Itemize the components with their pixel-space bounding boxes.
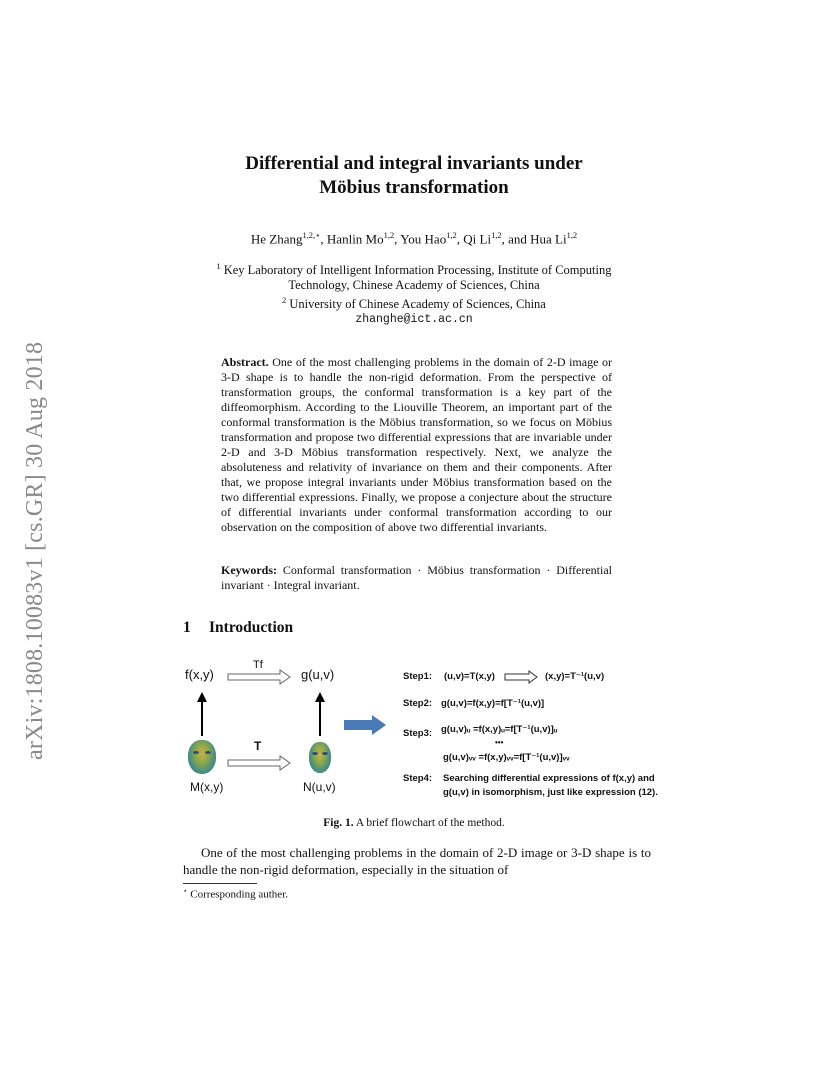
title-line-2: Möbius transformation	[319, 177, 509, 198]
affiliation-2-text: University of Chinese Academy of Sciences, China	[289, 297, 546, 312]
step4-line1: Searching differential expressions of f(x,y) and	[443, 773, 655, 784]
affiliation-1-sup: 1	[216, 262, 221, 271]
keywords-label: Keywords:	[221, 563, 277, 577]
author-name: Hanlin Mo	[326, 231, 384, 247]
step1-right: (x,y)=T⁻¹(u,v)	[545, 671, 605, 682]
author-affiliation-sup: 1,2	[383, 230, 395, 240]
t-hollow-arrow	[228, 756, 290, 770]
abstract-text: One of the most challenging problems in the domain of 2-D image or 3-D shape is to handle the non-rigid deformation. From the perspective of transformation groups, the conformal transformation is a key part of the diffeomorphism. According to the Liouville Theorem, an important part of the conformal transformation is the Möbius transformation, so we focus on Möbius transformation and propose two differential expressions that are invariable under 2-D and 3-D Möbius transformation respectively. Next, we analyze the absoluteness and relativity of invariance on them and their components. After that, we propose integral invariants under Möbius transformation based on the two differential expressions. Finally, we propose a conjecture about the structure of differential invariants under conformal transformation according to our observation on the composition of above two differential invariants.	[221, 355, 613, 534]
up-arrow-right	[315, 692, 325, 736]
author-name: and Hua Li	[508, 231, 567, 247]
step3-text: g(u,v)ᵤ =f(x,y)ᵤ=f[T⁻¹(u,v)]ᵤ	[441, 724, 558, 735]
step3-label: Step3:	[403, 728, 433, 739]
step2-text: g(u,v)=f(x,y)=f[T⁻¹(u,v)]	[441, 698, 545, 709]
footnote-mark: ⋆	[183, 887, 188, 895]
face-image-m	[188, 740, 216, 774]
author-affiliation-sup: 1,2,⋆	[302, 230, 321, 240]
affiliations	[0, 259, 828, 327]
keywords-text: Conformal transformation · Möbius transformation · Differential invariant · Integral invariant.	[221, 563, 613, 592]
section-number: 1	[183, 619, 191, 636]
f-xy-label: f(x,y)	[185, 667, 214, 682]
author-affiliation-sup: 1,2	[491, 230, 502, 240]
step4-line2: g(u,v) in isomorphism, just like expression (12).	[443, 787, 658, 798]
caption-label: Fig. 1.	[323, 817, 354, 829]
affiliation-1-text: Key Laboratory of Intelligent Information Processing, Institute of Computing	[223, 263, 612, 278]
m-xy-label: M(x,y)	[190, 780, 224, 794]
section-title: Introduction	[209, 619, 294, 636]
g-uv-label: g(u,v)	[301, 667, 335, 682]
tf-hollow-arrow	[228, 670, 290, 684]
step3b-text: g(u,v)ᵥᵥ =f(x,y)ᵥᵥ=f[T⁻¹(u,v)]ᵥᵥ	[443, 752, 570, 763]
author-name: Qi Li	[463, 231, 492, 247]
author-name: You Hao	[400, 231, 447, 247]
author-list: He Zhang$^{1,2,⋆}$, Hanlin Mo$^{1,2}$, You Hao$^{1,2}$, Qi Li$^{1,2}$, and Hua Li$^{1,2}$	[250, 230, 578, 247]
step2-label: Step2:	[403, 698, 433, 709]
n-uv-label: N(u,v)	[303, 780, 336, 794]
author-email[interactable]: zhanghe@ict.ac.cn	[355, 313, 473, 327]
t-label: T	[254, 739, 262, 753]
face-image-n	[309, 742, 331, 773]
abstract-label: Abstract.	[221, 355, 269, 369]
footnote-text: Corresponding auther.	[190, 888, 288, 901]
footnote	[183, 886, 288, 901]
step4-label: Step4:	[403, 773, 433, 784]
author-name: He Zhang	[250, 231, 303, 247]
paper-title	[0, 152, 828, 200]
caption-text: A brief flowchart of the method.	[355, 817, 505, 829]
step3-ellipsis: •••	[495, 738, 504, 747]
affiliation-2	[0, 293, 828, 312]
figure-1-flowchart	[0, 650, 828, 810]
up-arrow-left	[197, 692, 207, 736]
process-arrow	[344, 714, 388, 736]
author-affiliation-sup: 1,2	[566, 230, 578, 240]
arxiv-identifier: arXiv:1808.10083v1 [cs.GR] 30 Aug 2018	[22, 341, 48, 760]
tf-label: Tf	[253, 659, 263, 671]
affiliation-1-line-1	[0, 259, 828, 278]
affiliation-2-sup: 2	[282, 296, 287, 306]
step1-label: Step1:	[403, 671, 433, 682]
affiliation-1-line-2: Technology, Chinese Academy of Sciences, China	[288, 278, 540, 293]
title-line-1: Differential and integral invariants under	[245, 153, 583, 174]
figure-1-caption	[0, 817, 828, 829]
footnote-rule	[183, 883, 257, 884]
intro-paragraph: One of the most challenging problems in the domain of 2-D image or 3-D shape is to handle the non-rigid deformation, especially in the situation of	[183, 845, 651, 877]
keywords	[221, 563, 612, 593]
abstract	[221, 355, 612, 535]
step1-left: (u,v)=T(x,y)	[444, 671, 495, 682]
author-affiliation-sup: 1,2	[446, 230, 457, 240]
step1-implies-arrow	[503, 670, 539, 684]
section-heading-introduction	[183, 619, 293, 637]
